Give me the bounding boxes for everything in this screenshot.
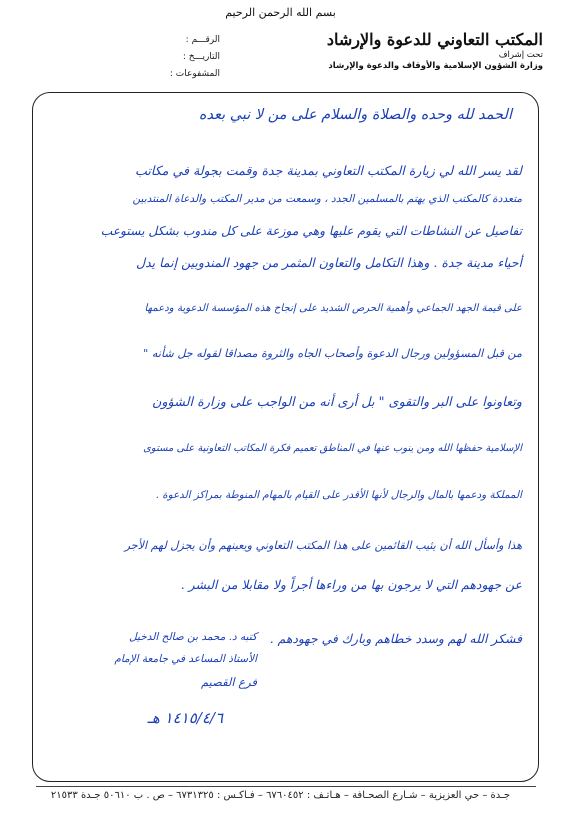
letter-reference-fields <box>130 32 220 83</box>
letter-line: متعددة كالمكتب الذي يهتم بالمسلمين الجدد ، وسمعت من مدير المكتب والدعاة المنتدبين <box>132 193 522 205</box>
signature-branch: فرع القصيم <box>201 675 257 689</box>
letter-line: فشكر الله لهم وسدد خطاهم وبارك في جهودهم . <box>269 631 522 646</box>
letter-line: وتعاونوا على البر والتقوى " بل أرى أنه من الواجب على وزارة الشؤون <box>151 395 522 410</box>
signature-date: ١٤١٥/٤/٦ هـ <box>147 709 223 727</box>
letter-line: أحياء مدينة جدة . وهذا التكامل والتعاون المثمر من جهود المندوبين إنما يدل <box>136 255 522 270</box>
org-name: المكتب التعاوني للدعوة والإرشاد <box>326 30 543 49</box>
number-field: الرقـــم : <box>185 35 220 45</box>
signature-name: كتبه د. محمد بن صالح الدخيل <box>129 631 257 643</box>
org-ministry: وزارة الشؤون الإسلامية والأوقاف والدعوة والإرشاد <box>328 61 543 71</box>
letter-opening: الحمد لله وحده والصلاة والسلام على من لا نبي بعده <box>198 107 512 123</box>
basmala: بسم الله الرحمن الرحيم <box>225 6 336 19</box>
attachments-field: المشفوعات : <box>169 69 220 79</box>
letter-body-frame <box>32 92 539 782</box>
signature-title: الأستاذ المساعد في جامعة الإمام <box>114 653 257 665</box>
letter-line: عن جهودهم التي لا يرجون بها من وراءها أجراً ولا مقابلا من البشر . <box>180 577 522 592</box>
letter-line: تفاصيل عن النشاطات التي يقوم عليها وهي موزعة على كل مندوب بشكل يستوعب <box>100 224 522 238</box>
letter-line: هذا وأسأل الله أن يثيب القائمين على هذا المكتب التعاوني ويعينهم وأن يجزل لهم الأجر <box>124 539 522 552</box>
letter-line: الإسلامية حفظها الله ومن ينوب عنها في المناطق تعميم فكرة المكاتب التعاونية على مستوى <box>143 443 522 454</box>
letter-line: من قبل المسؤولين ورجال الدعوة وأصحاب الجاه والثروة مصداقا لقوله جل شأنه " <box>143 347 522 360</box>
org-supervision: تحت إشراف <box>498 50 543 60</box>
letterhead-org <box>313 30 543 72</box>
letter-line: لقد يسر الله لي زيارة المكتب التعاوني بمدينة جدة وقمت بجولة في مكاتب <box>135 163 522 178</box>
date-field: التاريـــخ : <box>182 52 220 62</box>
footer-divider <box>36 786 536 787</box>
footer-address: جـدة – حي العزيزية – شـارع الصحـافة – هـاتـف : ٦٧٦٠٤٥٢ – فـاكـس : ٦٧٣١٣٢٥ – ص . ب ٥٠٦١٠ جـدة ٢١٥٣٣ <box>50 790 511 801</box>
letter-line: المملكة ودعمها بالمال والرجال لأنها الأقدر على القيام بالمهام المنوطة بمراكز الدعوة . <box>155 489 522 501</box>
letter-line: على قيمة الجهد الجماعي وأهمية الحرص الشديد على إنجاح هذه المؤسسة الدعوية ودعمها <box>144 303 522 314</box>
